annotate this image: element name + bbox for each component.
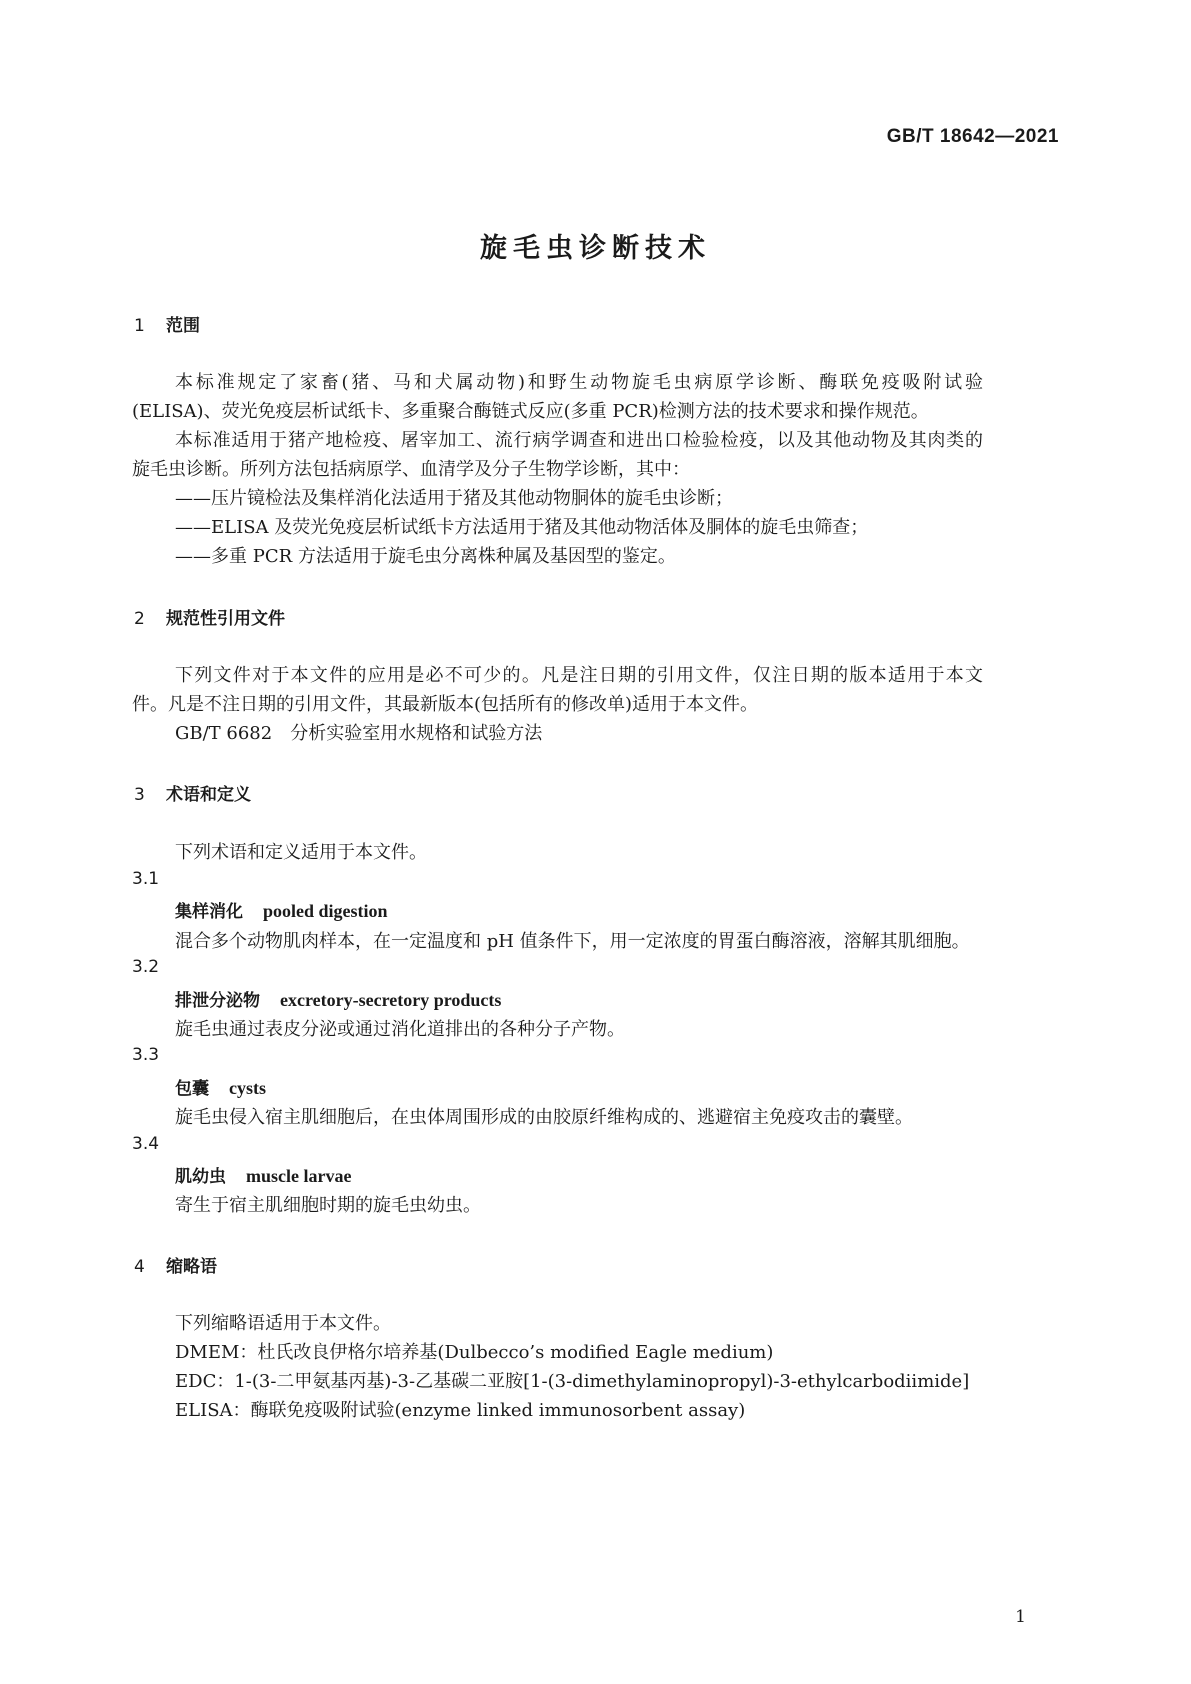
standard-number: GB/T 18642—2021 [886, 126, 1059, 147]
section-title: 缩略语 [166, 1257, 217, 1277]
term-definition: 旋毛虫通过表皮分泌或通过消化道排出的各种分子产物。 [175, 1019, 625, 1040]
term-zh: 肌幼虫 [175, 1167, 226, 1187]
term-heading [175, 1074, 266, 1099]
term-heading [175, 897, 388, 922]
abbreviation-entry: ELISA：酶联免疫吸附试验(enzyme linked immunosorbent assay) [175, 1400, 746, 1421]
section-number: 4 [134, 1257, 145, 1277]
term-definition: 旋毛虫侵入宿主肌细胞后，在虫体周围形成的由胶原纤维构成的、逃避宿主免疫攻击的囊壁。 [175, 1107, 913, 1128]
paragraph-line [175, 368, 983, 394]
term-heading [175, 1162, 351, 1187]
paragraph-line: 件。凡是不注日期的引用文件，其最新版本(包括所有的修改单)适用于本文件。 [132, 694, 759, 715]
list-item: ——压片镜检法及集样消化法适用于猪及其他动物胴体的旋毛虫诊断； [175, 488, 733, 509]
list-item: ——ELISA 及荧光免疫层析试纸卡方法适用于猪及其他动物活体及胴体的旋毛虫筛查； [175, 517, 869, 538]
term-number: 3.3 [132, 1045, 160, 1065]
section-1-heading [134, 311, 200, 336]
section-2-heading [134, 604, 285, 629]
text-line: 本标准规定了家畜(猪、马和犬属动物)和野生动物旋毛虫病原学诊断、酶联免疫吸附试验 [175, 372, 983, 393]
term-en: pooled digestion [263, 901, 388, 921]
term-zh: 集样消化 [175, 902, 243, 922]
list-item: ——多重 PCR 方法适用于旋毛虫分离株种属及基因型的鉴定。 [175, 546, 676, 567]
paragraph-line [175, 426, 983, 452]
term-en: excretory-secretory products [280, 990, 502, 1010]
section-number: 3 [134, 785, 145, 805]
section-title: 术语和定义 [166, 785, 251, 805]
term-number: 3.4 [132, 1134, 160, 1154]
term-heading [175, 986, 501, 1011]
text-line: 下列文件对于本文件的应用是必不可少的。凡是注日期的引用文件，仅注日期的版本适用于本文 [175, 665, 983, 686]
paragraph-line: 下列缩略语适用于本文件。 [175, 1313, 391, 1334]
abbreviation-entry: EDC：1-(3-二甲氨基丙基)-3-乙基碳二亚胺[1-(3-dimethylaminopropyl)-3-ethylcarbodiimide] [175, 1371, 970, 1392]
term-zh: 包囊 [175, 1079, 209, 1099]
page-number: 1 [1015, 1607, 1026, 1627]
abbreviation-entry: DMEM：杜氏改良伊格尔培养基(Dulbecco’s modified Eagle medium) [175, 1342, 774, 1363]
text-line: 本标准适用于猪产地检疫、屠宰加工、流行病学调查和进出口检验检疫，以及其他动物及其肉类的 [175, 430, 983, 451]
paragraph-line [175, 661, 983, 687]
term-definition: 寄生于宿主肌细胞时期的旋毛虫幼虫。 [175, 1195, 481, 1216]
term-en: muscle larvae [246, 1166, 352, 1186]
section-3-heading [134, 780, 251, 805]
term-number: 3.2 [132, 957, 160, 977]
term-zh: 排泄分泌物 [175, 991, 260, 1011]
section-title: 范围 [166, 316, 200, 336]
term-number: 3.1 [132, 869, 160, 889]
section-title: 规范性引用文件 [166, 609, 285, 629]
section-4-heading [134, 1252, 217, 1277]
term-en: cysts [229, 1078, 266, 1098]
section-number: 1 [134, 316, 145, 336]
paragraph-line: (ELISA)、荧光免疫层析试纸卡、多重聚合酶链式反应(多重 PCR)检测方法的技术要求和操作规范。 [132, 401, 929, 422]
paragraph-line: 旋毛虫诊断。所列方法包括病原学、血清学及分子生物学诊断，其中： [132, 459, 690, 480]
paragraph-line: 下列术语和定义适用于本文件。 [175, 842, 427, 863]
term-definition: 混合多个动物肌肉样本，在一定温度和 pH 值条件下，用一定浓度的胃蛋白酶溶液，溶解其肌细胞。 [175, 931, 970, 952]
document-title: 旋毛虫诊断技术 [480, 233, 711, 264]
section-number: 2 [134, 609, 145, 629]
normative-reference: GB/T 6682 分析实验室用水规格和试验方法 [175, 723, 543, 744]
